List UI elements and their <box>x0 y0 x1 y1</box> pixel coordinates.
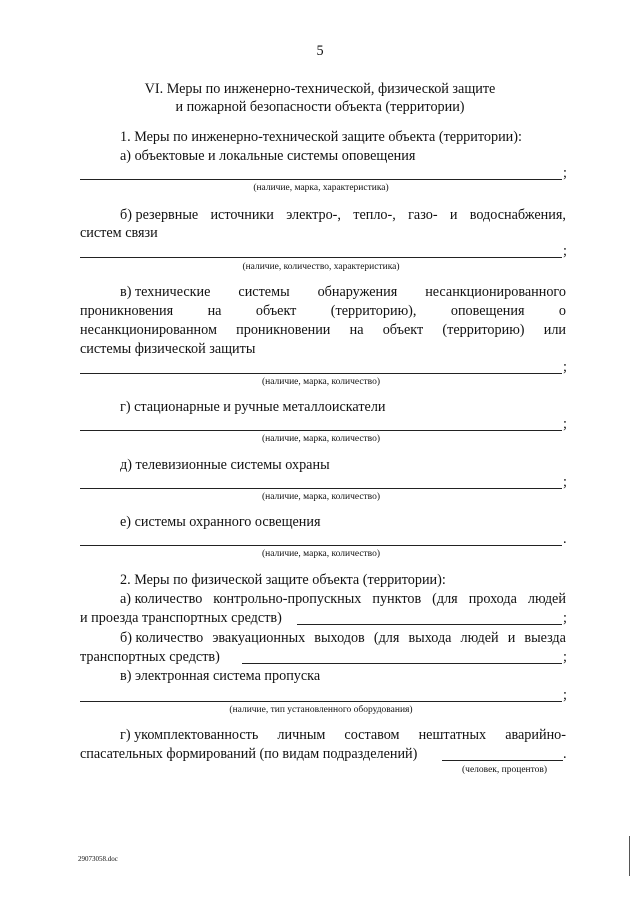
item-2g-end: . <box>563 746 567 762</box>
section-heading-line2: и пожарной безопасности объекта (территории) <box>175 99 465 115</box>
item-2v-fill-line <box>80 701 562 702</box>
item-1d-text: д) телевизионные системы охраны <box>120 457 330 473</box>
section-heading-line1: VI. Меры по инженерно-технической, физической защите <box>144 81 496 97</box>
item-2b-fill-line <box>242 663 562 664</box>
item-2a-line2: и проезда транспортных средств) <box>80 610 282 626</box>
item-1e-hint: (наличие, марка, количество) <box>261 549 381 559</box>
item-2g-line2: спасательных формирований (по видам подразделений) <box>80 746 418 762</box>
item-1b-line1: б) резервные источники электро-, тепло-, газо- и водоснабжения, <box>120 207 566 223</box>
item-2b-line1: б) количество эвакуационных выходов (для выхода людей и выезда <box>120 630 566 646</box>
item-1g-fill-line <box>80 430 562 431</box>
item-2v-text: в) электронная система пропуска <box>120 668 321 684</box>
item-2a-fill-line <box>297 624 562 625</box>
item-1v-line4: системы физической защиты <box>80 341 256 357</box>
item-2g-hint: (человек, процентов) <box>462 765 548 775</box>
section2-title: 2. Меры по физической защите объекта (территории): <box>120 572 446 588</box>
item-2a-line1: а) количество контрольно-пропускных пунктов (для прохода людей <box>120 591 566 607</box>
item-1e-text: е) системы охранного освещения <box>120 514 321 530</box>
item-1g-text: г) стационарные и ручные металлоискатели <box>120 399 386 415</box>
item-1b-fill-line <box>80 257 562 258</box>
item-1g-hint: (наличие, марка, количество) <box>261 434 381 444</box>
item-1b-hint: (наличие, количество, характеристика) <box>242 262 400 272</box>
item-1e-fill-line <box>80 545 562 546</box>
item-2b-end: ; <box>563 649 567 665</box>
item-1b-end: ; <box>563 243 567 259</box>
item-1a-end: ; <box>563 165 567 181</box>
item-1a-fill-line <box>80 179 562 180</box>
item-1d-end: ; <box>563 474 567 490</box>
item-2b-line2: транспортных средств) <box>80 649 220 665</box>
item-1v-fill-line <box>80 373 562 374</box>
item-1v-end: ; <box>563 359 567 375</box>
item-2v-hint: (наличие, тип установленного оборудования) <box>229 705 413 715</box>
item-1v-line1: в) технические системы обнаружения несанкционированного <box>120 284 566 300</box>
item-2a-end: ; <box>563 610 567 626</box>
item-2g-line1: г) укомплектованность личным составом нештатных аварийно- <box>120 727 566 743</box>
item-1a-hint: (наличие, марка, характеристика) <box>253 183 389 193</box>
item-1b-line2: систем связи <box>80 225 158 241</box>
item-1d-hint: (наличие, марка, количество) <box>261 492 381 502</box>
footer-file-name: 29073058.doc <box>78 855 118 863</box>
page-number: 5 <box>316 43 324 59</box>
item-2v-end: ; <box>563 687 567 703</box>
item-1g-end: ; <box>563 416 567 432</box>
item-1v-line3: несанкционированном проникновении на объект (территорию) или <box>80 322 566 338</box>
scan-edge-mark <box>629 836 630 876</box>
item-1v-hint: (наличие, марка, количество) <box>261 377 381 387</box>
item-1a-text: а) объектовые и локальные системы оповещения <box>120 148 416 164</box>
item-2g-fill-line <box>442 760 563 761</box>
item-1v-line2: проникновения на объект (территорию), оповещения о <box>80 303 566 319</box>
item-1e-end: . <box>563 531 567 547</box>
item-1d-fill-line <box>80 488 562 489</box>
section1-title: 1. Меры по инженерно-технической защите объекта (территории): <box>120 129 522 145</box>
